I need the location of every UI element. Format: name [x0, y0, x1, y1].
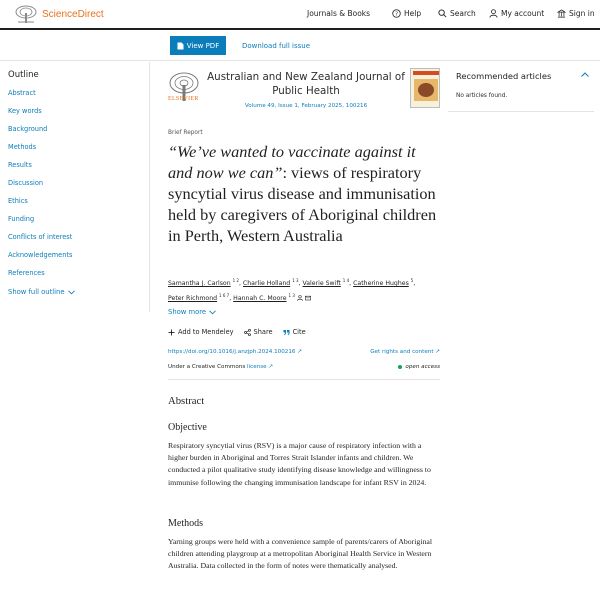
article-title-rest: : views of respiratory syncytial virus disease and immunisation held by caregivers of Aboriginal children in Perth, Western Australia — [168, 163, 437, 245]
license-link[interactable]: license — [247, 364, 267, 370]
author-link[interactable]: Charlie Holland — [242, 280, 291, 288]
share-icon — [244, 329, 251, 336]
plus-icon — [168, 329, 175, 336]
author-link[interactable]: Valerie Swift — [302, 280, 341, 288]
nav-journals-label: Journals & Books — [307, 9, 371, 18]
show-full-outline-label: Show full outline — [8, 288, 65, 296]
nav-help[interactable] — [392, 9, 421, 18]
nav-search[interactable] — [438, 9, 476, 18]
elsevier-tree-icon — [14, 5, 38, 23]
outline-item-background[interactable]: Background — [8, 125, 48, 133]
rights-text: Get rights and content — [370, 349, 434, 355]
pdf-file-icon — [177, 42, 184, 50]
author-link[interactable]: Samantha J. Carlson — [168, 280, 231, 288]
outline-item-methods[interactable]: Methods — [8, 143, 37, 151]
objective-paragraph: Respiratory syncytial virus (RSV) is a major cause of respiratory infection with a higher burden in Aboriginal and Torres Strait Islander infants and children. We conducted a pilot qualitative study identifying disease knowledge and willingness to immunise following the changing immunisation landscape for infant RSV in 2024. — [168, 441, 431, 487]
journal-cover-image[interactable] — [410, 68, 440, 108]
chevron-up-icon[interactable] — [580, 70, 590, 80]
cite-button[interactable] — [283, 328, 306, 336]
no-articles-text: No articles found. — [456, 93, 508, 99]
author-affiliation: 1 3 — [288, 293, 295, 299]
chevron-down-icon — [209, 310, 216, 315]
share-label: Share — [253, 328, 273, 336]
nav-signin-label: Sign in — [569, 9, 595, 18]
nav-search-label: Search — [450, 9, 476, 18]
add-to-mendeley-button[interactable] — [168, 328, 234, 336]
open-access-label: open access — [405, 364, 440, 370]
outline-item-ethics[interactable]: Ethics — [8, 197, 28, 205]
rights-link[interactable]: Get rights and content ↗ — [370, 349, 440, 355]
doi-text: https://doi.org/10.1016/j.anzjph.2024.100216 — [168, 349, 296, 355]
brand-name: ScienceDirect — [42, 8, 104, 20]
article-tools — [168, 328, 306, 336]
sciencedirect-logo[interactable] — [14, 5, 104, 23]
help-icon — [392, 9, 401, 18]
open-access-badge — [398, 364, 440, 370]
author-affiliation: 1 4 — [342, 278, 350, 283]
institution-icon — [557, 9, 566, 18]
cover-photo-figure — [418, 83, 434, 97]
view-pdf-button[interactable] — [170, 36, 226, 55]
nav-journals-books[interactable] — [307, 9, 370, 18]
outline-item-abstract[interactable]: Abstract — [8, 89, 36, 97]
outline-item-acknowledgements[interactable]: Acknowledgements — [8, 251, 73, 259]
show-more-button[interactable] — [168, 308, 216, 316]
outline-title: Outline — [8, 70, 39, 80]
article-title-quote: “We’ve wanted to vaccinate against it and now we can” — [168, 142, 416, 182]
email-icon[interactable] — [305, 295, 311, 301]
user-icon — [489, 9, 498, 18]
abstract-heading: Abstract — [168, 395, 205, 407]
show-full-outline-button[interactable] — [8, 288, 149, 296]
author-link[interactable]: Hannah C. Moore — [233, 295, 287, 303]
download-full-issue-link[interactable]: Download full issue — [242, 42, 311, 50]
author-affiliation: 5 — [410, 278, 414, 283]
divider — [168, 379, 440, 380]
license-prefix: Under a Creative Commons — [168, 364, 246, 370]
article-main — [168, 62, 440, 571]
objective-heading: Objective — [168, 422, 207, 433]
nav-help-label: Help — [404, 9, 422, 18]
journal-title-link[interactable]: Australian and New Zealand Journal of Public Health — [207, 71, 405, 97]
nav-sign-in[interactable] — [557, 9, 595, 18]
article-type: Brief Report — [168, 130, 203, 136]
external-link-icon: ↗ — [268, 364, 274, 370]
author-list: Samantha J. Carlson $^{1 2}$, Charlie Holland $^{1 3}$, Valerie Swift $^{1 4}$, Catherine Hughes $^5$, Peter Richmond $^{1 6 7}$, Hannah C. Moore $^{1 3}$ — [168, 278, 416, 303]
cover-banner — [413, 71, 439, 75]
journal-volume-link[interactable]: Volume 49, Issue 1, February 2025, 100216 — [244, 103, 368, 109]
nav-my-account[interactable] — [489, 9, 544, 18]
search-icon — [438, 9, 447, 18]
author-affiliation: 1 6 7 — [219, 293, 230, 299]
open-access-dot-icon — [398, 365, 402, 369]
top-navbar — [0, 0, 600, 30]
journal-header — [168, 62, 440, 118]
elsevier-wordmark: ELSEVIER — [168, 96, 199, 102]
outline-item-discussion[interactable]: Discussion — [8, 179, 44, 187]
author-affiliation: 1 2 — [232, 278, 239, 283]
outline-item-key-words[interactable]: Key words — [8, 107, 42, 115]
outline-item-conflicts[interactable]: Conflicts of interest — [8, 233, 73, 241]
person-icon[interactable] — [297, 295, 303, 301]
license-text — [168, 364, 273, 370]
doi-row — [168, 348, 440, 355]
svg-text:?: ? — [395, 11, 398, 18]
methods-heading: Methods — [168, 518, 203, 529]
author-link[interactable]: Peter Richmond — [168, 295, 218, 303]
share-button[interactable] — [244, 328, 273, 336]
outline-item-funding[interactable]: Funding — [8, 215, 35, 223]
outline-sidebar — [0, 62, 150, 312]
recommended-articles-panel — [448, 62, 594, 112]
show-more-label: Show more — [168, 308, 207, 316]
quote-icon — [283, 329, 290, 336]
article-action-bar — [0, 31, 600, 61]
doi-link[interactable]: https://doi.org/10.1016/j.anzjph.2024.100216 ↗ — [168, 349, 302, 355]
outline-item-references[interactable]: References — [8, 269, 45, 277]
outline-item-results[interactable]: Results — [8, 161, 32, 169]
nav-account-label: My account — [501, 9, 545, 18]
view-pdf-label: View PDF — [186, 41, 220, 50]
chevron-down-icon — [68, 290, 75, 295]
methods-paragraph: Yarning groups were held with a convenience sample of parents/carers of Aboriginal children attending playgroup at a metropolitan Aboriginal Health Service in Western Australia. Data collected in the form of notes were thematically analysed. — [168, 537, 433, 571]
recommended-title: Recommended articles — [456, 71, 552, 81]
author-link[interactable]: Catherine Hughes — [353, 280, 409, 288]
cite-label: Cite — [292, 328, 306, 336]
article-title — [168, 141, 440, 246]
add-to-mendeley-label: Add to Mendeley — [178, 328, 234, 336]
author-affiliation: 1 3 — [292, 278, 299, 283]
